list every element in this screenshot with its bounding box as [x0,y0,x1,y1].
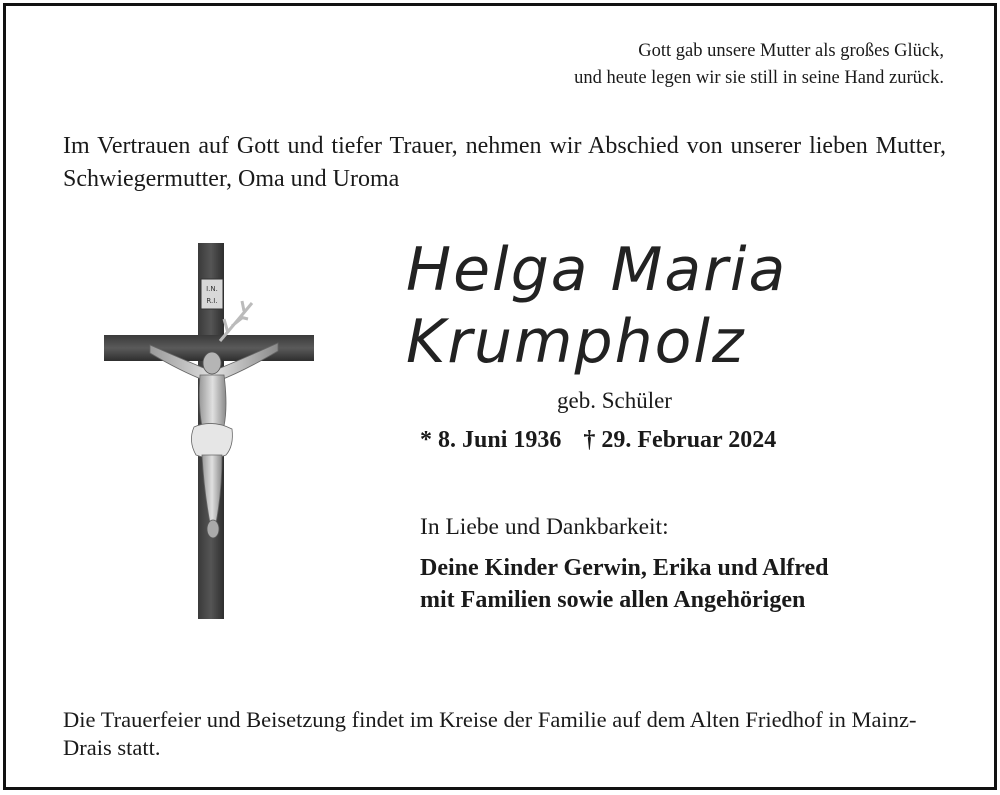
name-line-2: Krumpholz [406,307,746,377]
inri-top: I.N. [206,285,218,293]
maiden-name: geb. Schüler [557,388,672,413]
thanks-line: In Liebe und Dankbarkeit: [420,514,669,540]
death-date: † 29. Februar 2024 [583,427,777,453]
obituary-frame [3,3,997,790]
deceased-name [406,234,846,378]
mourners-list [420,552,828,616]
motto-verse [574,38,944,92]
corpus-torso [199,375,226,426]
birth-date: * 8. Juni 1936 [420,427,562,453]
mourners-line-1: Deine Kinder Gerwin, Erika und Alfred [420,555,829,581]
motto-line-1: Gott gab unsere Mutter als großes Glück, [638,41,944,61]
funeral-notice: Die Trauerfeier und Beisetzung findet im Kreise der Familie auf dem Alten Friedhof in Mainz-Drais statt. [63,707,917,760]
mourners-line-2: mit Familien sowie allen Angehörigen [420,587,806,613]
motto-line-2: und heute legen wir sie still in seine Hand zurück. [574,68,944,88]
intro-text: Im Vertrauen auf Gott und tiefer Trauer, nehmen wir Abschied von unserer lieben Mutter, Schwiegermutter, Oma und Uroma [63,133,946,192]
corpus-loincloth [191,423,232,458]
corpus-head [203,352,221,374]
corpus-feet [207,520,219,538]
life-dates [420,427,776,454]
crucifix-image [102,241,316,621]
name-line-1: Helga Maria [406,235,788,305]
inri-bottom: R.I. [206,297,218,305]
